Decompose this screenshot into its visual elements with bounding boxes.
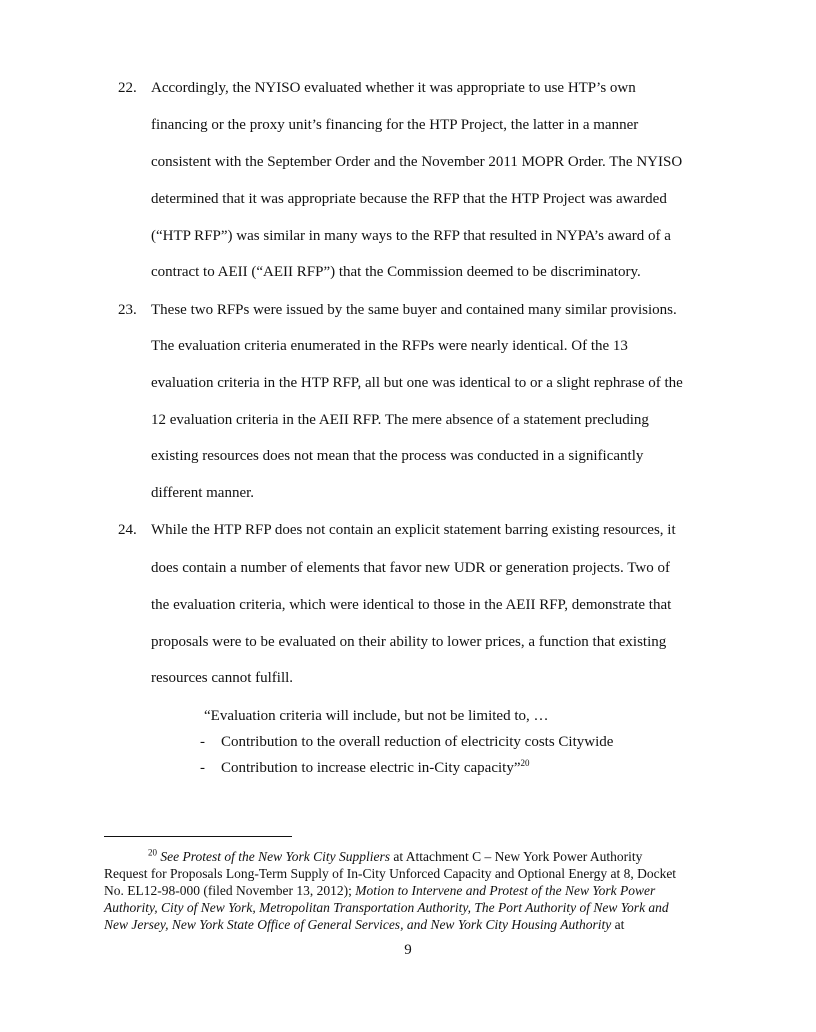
footnote-line (104, 848, 744, 865)
footnote-reference[interactable]: 20 (520, 758, 530, 768)
quote-bullet (200, 760, 529, 777)
footnote-20 (104, 848, 744, 933)
paragraph-line: The evaluation criteria enumerated in the RFPs were nearly identical. Of the 13 (151, 338, 628, 354)
footnote-line: Request for Proposals Long-Term Supply of In-City Unforced Capacity and Optional Energy at 8, Docket (104, 866, 677, 881)
paragraph-line: evaluation criteria in the HTP RFP, all but one was identical to or a slight rephrase of the (151, 375, 683, 391)
paragraph-line: financing or the proxy unit’s financing for the HTP Project, the latter in a manner (151, 117, 639, 133)
footnote-line: Authority, City of New York, Metropolitan Transportation Authority, The Port Authority of New York and (104, 900, 669, 915)
paragraph-line: resources cannot fulfill. (151, 670, 294, 686)
paragraph-line: different manner. (151, 485, 255, 501)
paragraph-line: consistent with the September Order and the November 2011 MOPR Order. The NYISO (151, 154, 683, 170)
paragraph-line: the evaluation criteria, which were identical to those in the AEII RFP, demonstrate that (151, 597, 672, 613)
page-number: 9 (404, 942, 412, 958)
quote-bullet-text: Contribution to the overall reduction of electricity costs Citywide (221, 734, 614, 750)
footnote-citation-italic: New Jersey, New York State Office of General Services, and New York City Housing Authority (104, 917, 612, 932)
quote-bullet-text: Contribution to increase electric in-City capacity” (221, 760, 521, 776)
footnote-separator (104, 836, 292, 837)
quote-bullet (200, 734, 613, 751)
paragraph-number: 22. (118, 80, 137, 96)
paragraph-line: does contain a number of elements that favor new UDR or generation projects. Two of (151, 560, 670, 576)
footnote-citation-italic: Motion to Intervene and Protest of the New York Power (355, 883, 656, 898)
paragraph-line: (“HTP RFP”) was similar in many ways to the RFP that resulted in NYPA’s award of a (151, 228, 671, 244)
paragraph-line: While the HTP RFP does not contain an explicit statement barring existing resources, it (151, 522, 676, 538)
footnote-number: 20 (148, 847, 157, 858)
footnote-line (104, 882, 744, 899)
footnote-citation-italic: See Protest of the New York City Suppliers (160, 849, 390, 864)
footnote-text: at (611, 917, 625, 932)
dash-bullet-icon: - (200, 760, 205, 776)
dash-bullet-icon: - (200, 734, 205, 750)
footnote-text: No. EL12-98-000 (filed November 13, 2012); (104, 883, 356, 898)
footnote-text: at Attachment C – New York Power Authority (390, 849, 643, 864)
paragraph-number: 23. (118, 302, 137, 318)
footnote-line (104, 916, 744, 933)
quote-intro: “Evaluation criteria will include, but not be limited to, … (204, 708, 549, 724)
paragraph-line: proposals were to be evaluated on their ability to lower prices, a function that existing (151, 634, 667, 650)
paragraph-line: These two RFPs were issued by the same buyer and contained many similar provisions. (151, 302, 677, 318)
paragraph-line: contract to AEII (“AEII RFP”) that the Commission deemed to be discriminatory. (151, 264, 641, 280)
paragraph-line: Accordingly, the NYISO evaluated whether it was appropriate to use HTP’s own (151, 80, 636, 96)
paragraph-number: 24. (118, 522, 137, 538)
paragraph-line: existing resources does not mean that the process was conducted in a significantly (151, 448, 644, 464)
paragraph-line: 12 evaluation criteria in the AEII RFP. The mere absence of a statement precluding (151, 412, 649, 428)
paragraph-line: determined that it was appropriate because the RFP that the HTP Project was awarded (151, 191, 667, 207)
